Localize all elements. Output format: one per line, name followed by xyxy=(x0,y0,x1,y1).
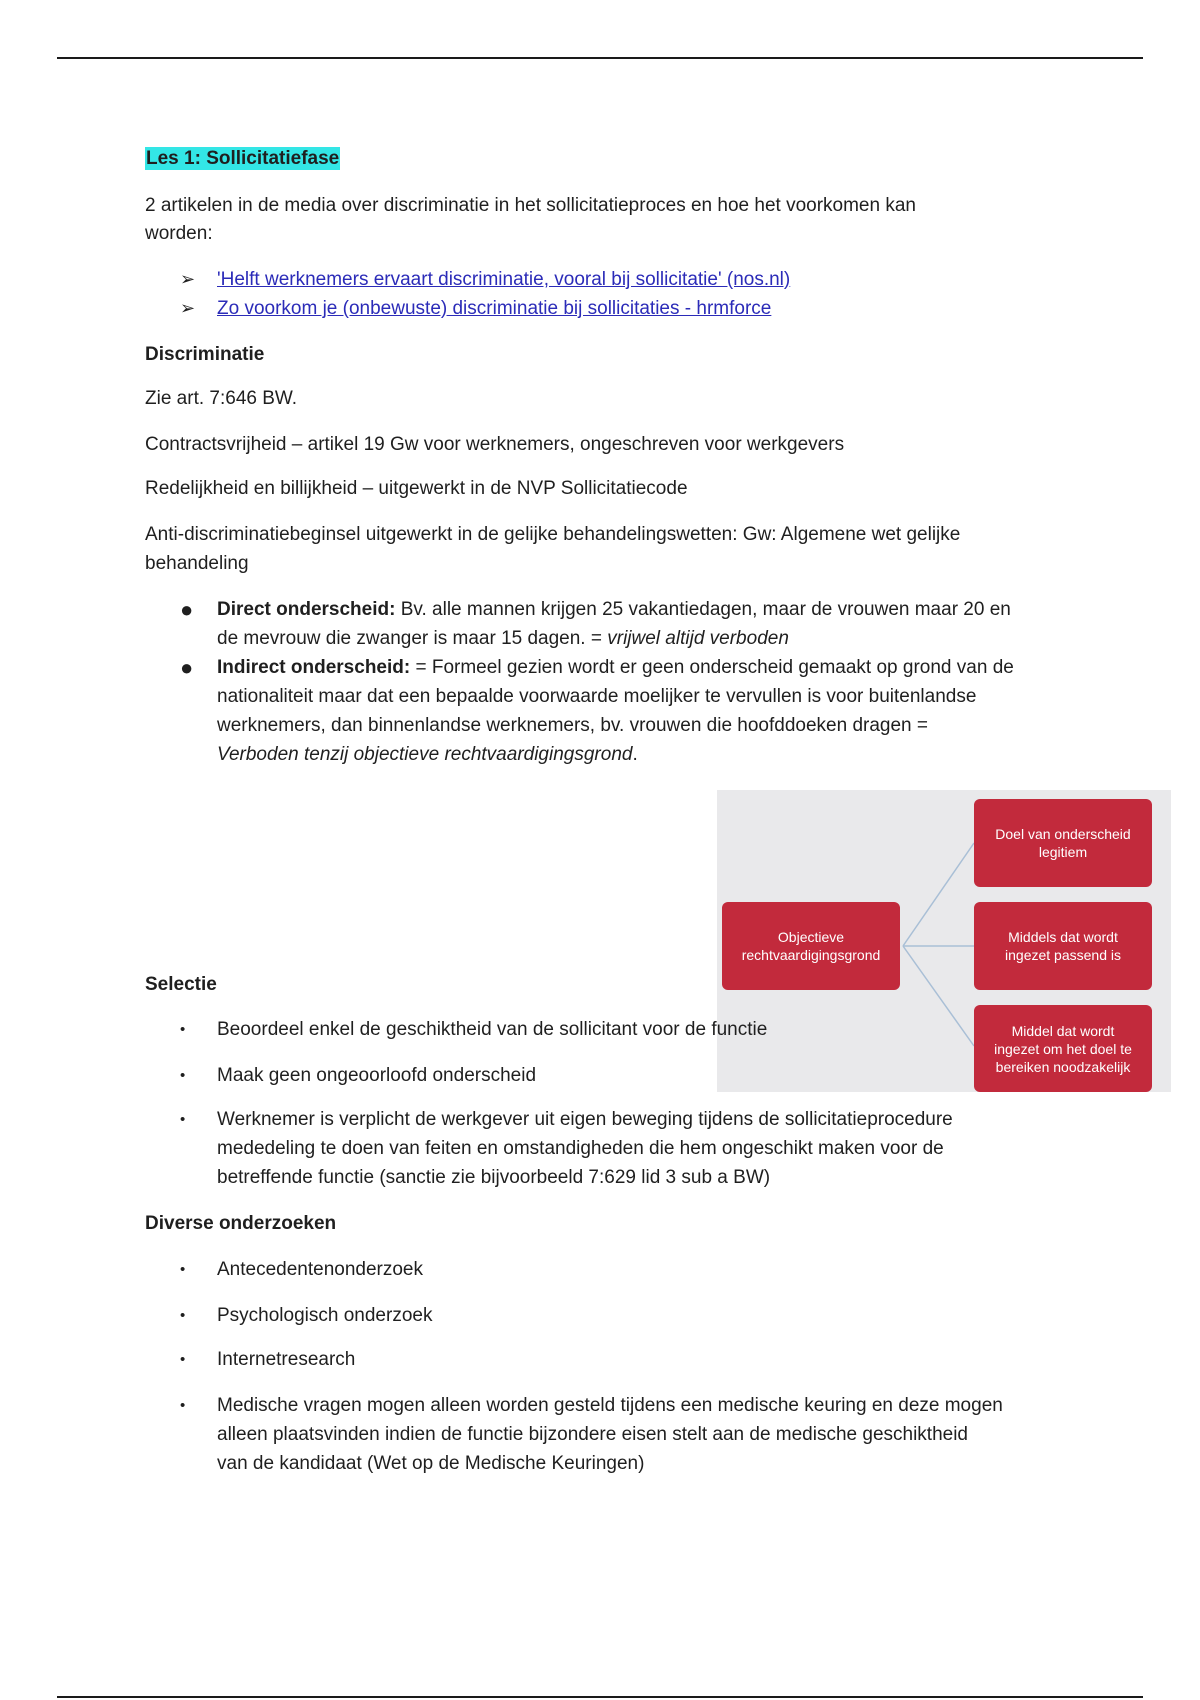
branch-2-line-2: ingezet passend is xyxy=(1005,947,1121,963)
selectie-item-3-line-3: betreffende functie (sanctie zie bijvoorbeeld 7:629 lid 3 sub a BW) xyxy=(217,1167,771,1188)
diagram-center-box xyxy=(722,902,900,990)
diagram-branch-box-middels xyxy=(974,902,1152,990)
period: . xyxy=(632,744,638,765)
branch-1-line-1: Doel van onderscheid xyxy=(995,826,1131,842)
link-hrmforce-article[interactable]: Zo voorkom je (onbewuste) discriminatie bij sollicitaties - hrmforce xyxy=(217,298,772,319)
indirect-onderscheid-line-1 xyxy=(217,653,1014,682)
indirect-onderscheid-label: Indirect onderscheid: xyxy=(217,657,411,678)
branch-3-line-3: bereiken noodzakelijk xyxy=(995,1058,1131,1075)
paragraph-art-7646: Zie art. 7:646 BW. xyxy=(145,388,298,409)
direct-onderscheid-verdict: vrijwel altijd verboden xyxy=(607,628,789,649)
selectie-item-1: Beoordeel enkel de geschiktheid van de sollicitant voor de functie xyxy=(217,1019,768,1040)
onderzoeken-item-2: Psychologisch onderzoek xyxy=(217,1305,433,1326)
connector-line-top xyxy=(903,843,974,946)
onderzoeken-item-4-line-1: Medische vragen mogen alleen worden gesteld tijdens een medische keuring en deze mogen xyxy=(217,1395,1003,1416)
bullet-icon: ● xyxy=(180,655,194,680)
selectie-item-3-line-1: Werknemer is verplicht de werkgever uit eigen beweging tijdens de sollicitatieprocedure xyxy=(217,1109,953,1130)
center-box-line-2: rechtvaardigingsgrond xyxy=(741,947,881,963)
branch-3-line-1: Middel dat wordt xyxy=(1011,1022,1115,1039)
direct-onderscheid-text-2: de mevrouw die zwanger is maar 15 dagen. = xyxy=(217,628,608,649)
section-title-onderzoeken: Diverse onderzoeken xyxy=(145,1213,337,1234)
bullet-icon: • xyxy=(180,1261,186,1278)
center-box-line-1: Objectieve xyxy=(777,929,845,945)
paragraph-anti-discriminatie-2: behandeling xyxy=(145,553,249,574)
indirect-onderscheid-verdict: Verboden tenzij objectieve rechtvaardigingsgrond xyxy=(217,744,633,765)
page-top-rule xyxy=(57,57,1143,59)
bullet-icon: • xyxy=(180,1111,186,1128)
bullet-icon: • xyxy=(180,1021,186,1038)
intro-line-1: 2 artikelen in de media over discriminatie in het sollicitatieproces en hoe het voorkomen kan xyxy=(145,195,916,216)
intro-line-2: worden: xyxy=(145,223,213,244)
page-bottom-rule xyxy=(57,1696,1143,1698)
branch-1-line-2: legitiem xyxy=(1038,844,1088,860)
link-nos-article[interactable]: 'Helft werknemers ervaart discriminatie, vooral bij sollicitatie' (nos.nl) xyxy=(217,269,791,290)
bullet-icon: • xyxy=(180,1307,186,1324)
branch-3-line-2: ingezet om het doel te xyxy=(994,1040,1132,1057)
onderzoeken-item-1: Antecedentenonderzoek xyxy=(217,1259,423,1280)
bullet-icon: • xyxy=(180,1067,186,1084)
direct-onderscheid-line-2 xyxy=(217,624,789,653)
direct-onderscheid-text: Bv. alle mannen krijgen 25 vakantiedagen, maar de vrouwen maar 20 en xyxy=(395,599,1011,620)
selectie-item-3-line-2: mededeling te doen van feiten en omstandigheden die hem ongeschikt maken voor de xyxy=(217,1138,944,1159)
direct-onderscheid-line-1 xyxy=(217,595,1011,624)
page-title xyxy=(145,144,340,173)
indirect-onderscheid-line-2: nationaliteit maar dat een bepaalde voorwaarde moelijker te vervullen is voor buitenlandse xyxy=(217,686,977,707)
branch-2-line-1: Middels dat wordt xyxy=(1008,929,1118,945)
rechtvaardigingsgrond-diagram xyxy=(717,790,1171,1092)
arrow-bullet-icon: ➢ xyxy=(180,298,196,318)
onderzoeken-item-3: Internetresearch xyxy=(217,1349,356,1370)
arrow-bullet-icon: ➢ xyxy=(180,269,196,289)
diagram-branch-box-doel xyxy=(974,799,1152,887)
paragraph-redelijkheid: Redelijkheid en billijkheid – uitgewerkt in de NVP Sollicitatiecode xyxy=(145,478,688,499)
section-title-selectie: Selectie xyxy=(145,974,217,995)
bullet-icon: ● xyxy=(180,597,194,622)
paragraph-contractsvrijheid: Contractsvrijheid – artikel 19 Gw voor werknemers, ongeschreven voor werkgevers xyxy=(145,434,845,455)
indirect-onderscheid-line-3: werknemers, dan binnenlandse werknemers, bv. vrouwen die hoofddoeken dragen = xyxy=(217,715,928,736)
section-title-discriminatie: Discriminatie xyxy=(145,344,265,365)
bullet-icon: • xyxy=(180,1351,186,1368)
onderzoeken-item-4-line-3: van de kandidaat (Wet op de Medische Keuringen) xyxy=(217,1453,645,1474)
direct-onderscheid-label: Direct onderscheid: xyxy=(217,599,396,620)
onderzoeken-item-4-line-2: alleen plaatsvinden indien de functie bijzondere eisen stelt aan de medische geschiktheid xyxy=(217,1424,969,1445)
selectie-item-2: Maak geen ongeoorloofd onderscheid xyxy=(217,1065,537,1086)
indirect-onderscheid-line-4 xyxy=(217,740,638,769)
diagram-branch-box-middel xyxy=(974,1005,1152,1092)
bullet-icon: • xyxy=(180,1397,186,1414)
highlighted-heading: Les 1: Sollicitatiefase xyxy=(146,148,340,169)
indirect-onderscheid-text: = Formeel gezien wordt er geen onderscheid gemaakt op grond van de xyxy=(410,657,1014,678)
connector-line-bottom xyxy=(903,946,974,1046)
paragraph-anti-discriminatie-1: Anti-discriminatiebeginsel uitgewerkt in de gelijke behandelingswetten: Gw: Algemene wet gelijke xyxy=(145,524,961,545)
